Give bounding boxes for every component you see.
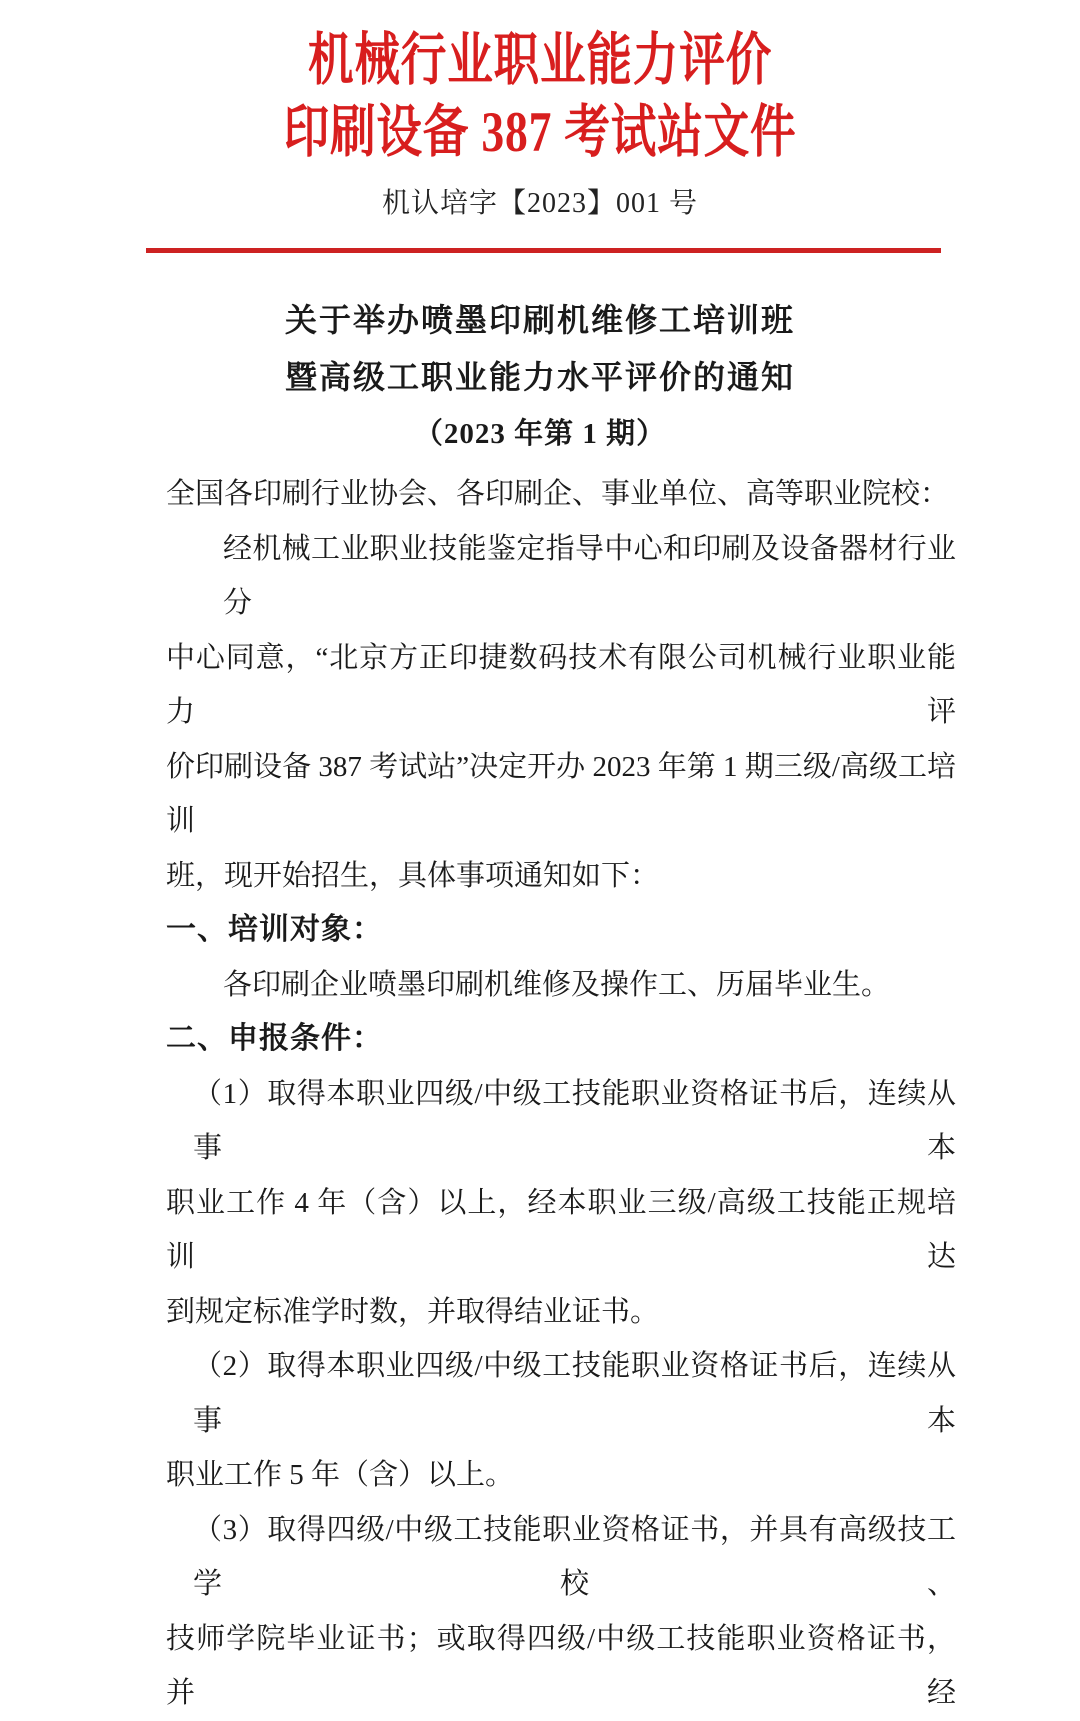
notice-body bbox=[166, 467, 956, 1721]
body-line: 班，现开始招生，具体事项通知如下： bbox=[166, 859, 660, 892]
notice-issue-number: （2023 年第 1 期） bbox=[413, 418, 667, 450]
body-line: 职业工作 5 年（含）以上。 bbox=[166, 1459, 515, 1491]
body-line: 职业工作 4 年（含）以上，经本职业三级/高级工技能正规培训达 bbox=[166, 1186, 956, 1273]
body-line: 各印刷企业喷墨印刷机维修及操作工、历届毕业生。 bbox=[223, 968, 891, 1001]
body-line: 中心同意，“北京方正印捷数码技术有限公司机械行业职业能力评 bbox=[166, 641, 956, 728]
document-number: 机认培字【2023】001 号 bbox=[381, 188, 698, 219]
letterhead-title-line1: 机械行业职业能力评价 bbox=[308, 29, 772, 92]
body-line: （3）取得四级/中级工技能职业资格证书，并具有高级技工学校、 bbox=[193, 1513, 956, 1600]
notice-title-line1: 关于举办喷墨印刷机维修工培训班 bbox=[284, 302, 795, 338]
body-line: 到规定标准学时数，并取得结业证书。 bbox=[166, 1295, 660, 1328]
body-line: 经机械工业职业技能鉴定指导中心和印刷及设备器材行业分 bbox=[223, 532, 956, 619]
notice-title-line2: 暨高级工职业能力水平评价的通知 bbox=[284, 359, 795, 395]
body-line: 二、申报条件： bbox=[166, 1022, 383, 1055]
letterhead bbox=[0, 25, 1080, 222]
body-line: （2）取得本职业四级/中级工技能职业资格证书后，连续从事本 bbox=[193, 1350, 956, 1437]
body-line: 技师学院毕业证书；或取得四级/中级工技能职业资格证书，并经 bbox=[166, 1622, 956, 1709]
body-line: 一、培训对象： bbox=[166, 913, 383, 946]
letterhead-title-line2: 印刷设备 387 考试站文件 bbox=[283, 101, 797, 164]
notice-title-block bbox=[0, 292, 1080, 462]
body-line: 全国各印刷行业协会、各印刷企、事业单位、高等职业院校： bbox=[166, 478, 950, 510]
body-line: （1）取得本职业四级/中级工技能职业资格证书后，连续从事本 bbox=[193, 1077, 956, 1164]
body-line: 价印刷设备 387 考试站”决定开办 2023 年第 1 期三级/高级工培训 bbox=[166, 750, 956, 837]
red-divider-rule bbox=[146, 248, 941, 253]
